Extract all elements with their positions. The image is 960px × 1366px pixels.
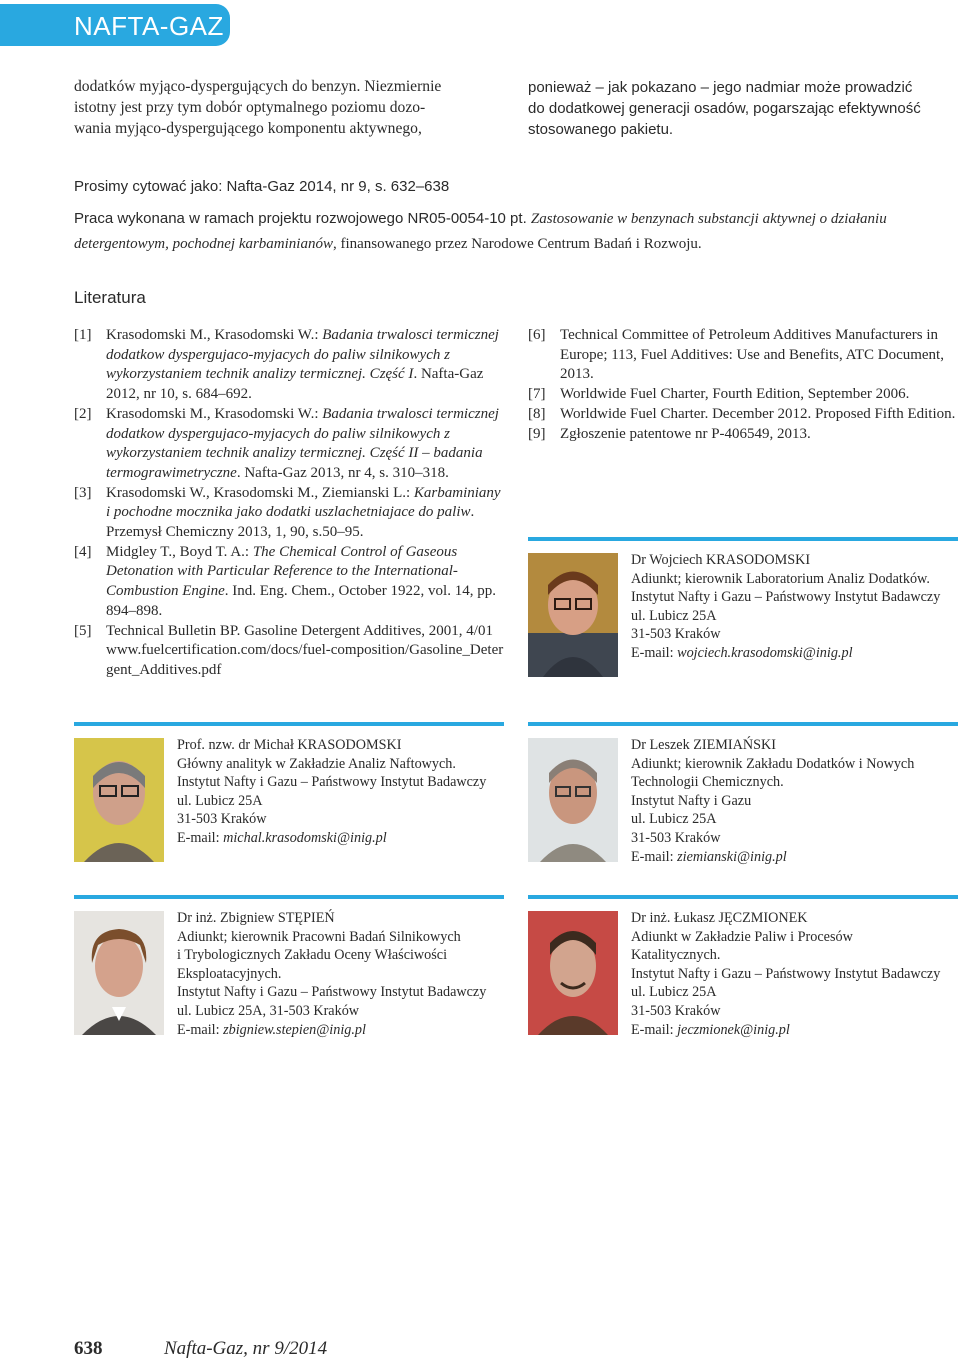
reference-text: Technical Committee of Petroleum Additives Manufacturers in Europe; 113, Fuel Additives: Use and Benefits, ATC Document, 2013. [560, 327, 944, 383]
bio-line: 31-503 Kraków [631, 1002, 721, 1019]
author-bio [631, 736, 914, 866]
bio-line: Dr Leszek ZIEMIAŃSKI [631, 737, 776, 753]
bio-email-line [631, 1021, 940, 1040]
bio-line: Eksploatacyjnych. [177, 965, 282, 982]
bio-line: Katalitycznych. [631, 947, 721, 964]
bio-line: Adiunkt; kierownik Pracowni Badań Silnikowych [177, 928, 461, 945]
email-link[interactable]: michal.krasodomski@inig.pl [223, 829, 387, 846]
author-card-leszek [528, 722, 958, 864]
reference-item [528, 425, 958, 445]
reference-item [74, 405, 504, 484]
bio-line: 31-503 Kraków [177, 811, 267, 828]
portrait-image [528, 738, 618, 862]
reference-authors: Krasodomski M., Krasodomski W. [106, 327, 315, 343]
reference-item [74, 622, 504, 681]
author-bio [631, 551, 940, 663]
bio-line: Instytut Nafty i Gazu – Państwowy Instytut Badawczy [631, 965, 941, 982]
bio-line: Adiunkt; kierownik Zakładu Dodatków i Nowych [631, 755, 915, 772]
reference-text: Zgłoszenie patentowe nr P-406549, 2013. [560, 425, 811, 442]
email-label: E-mail: [177, 829, 224, 846]
intro-left-line: istotny jest przy tym dobór optymalnego poziomu dozo- [74, 99, 426, 116]
reference-number: [8] [528, 405, 546, 422]
intro-right-line: do dodatkowej generacji osadów, pogarszając efektywność [528, 100, 921, 117]
portrait-image [74, 911, 164, 1035]
reference-number: [2] [74, 405, 92, 422]
reference-title: Badania trwalosci termicznej dodatkow dyspergujaco-myjacych do paliw silnikowych z wykorzystaniem technik analizy termicznej. Część I [106, 327, 499, 383]
references-right [528, 326, 958, 444]
author-bio [631, 909, 940, 1039]
email-link[interactable]: zbigniew.stepien@inig.pl [223, 1021, 366, 1038]
bio-line: Technologii Chemicznych. [631, 774, 784, 791]
intro-left-column [74, 76, 504, 139]
funding-prefix: Praca wykonana w ramach projektu rozwojowego NR05-0054-10 pt. [74, 210, 531, 227]
author-card-wojciech [528, 537, 958, 679]
reference-text: Worldwide Fuel Charter. December 2012. Proposed Fifth Edition. [560, 405, 956, 422]
bio-line: ul. Lubicz 25A [177, 792, 263, 809]
bio-line: ul. Lubicz 25A, 31-503 Kraków [177, 1002, 360, 1019]
divider [528, 537, 958, 541]
bio-line: Instytut Nafty i Gazu [631, 792, 752, 809]
reference-source: . Ind. Eng. Chem., October 1922, vol. 14, pp. 894–898. [106, 583, 496, 619]
reference-source: . Nafta-Gaz 2013, nr 4, s. 310–318. [236, 464, 449, 481]
bio-line: Dr inż. Łukasz JĘCZMIONEK [631, 910, 808, 926]
reference-separator: : [244, 543, 253, 560]
bio-email-line [631, 644, 940, 663]
portrait-image [528, 911, 618, 1035]
bio-line: ul. Lubicz 25A [631, 607, 717, 624]
bio-line: 31-503 Kraków [631, 829, 721, 846]
reference-text: Worldwide Fuel Charter, Fourth Edition, September 2006. [560, 386, 910, 403]
bio-line: Adiunkt w Zakładzie Paliw i Procesów [631, 928, 853, 945]
email-label: E-mail: [177, 1021, 224, 1038]
intro-left-line: wania myjąco-dyspergującego komponentu aktywnego, [74, 120, 422, 137]
reference-authors: Krasodomski W., Krasodomski M., Ziemianski L. [106, 484, 406, 501]
reference-item [74, 326, 504, 405]
reference-number: [9] [528, 425, 546, 442]
reference-separator: : [314, 327, 323, 343]
bio-line: Dr inż. Zbigniew STĘPIEŃ [177, 910, 335, 926]
reference-separator: : [406, 484, 414, 501]
funding-note [74, 206, 960, 257]
reference-item [528, 405, 958, 425]
intro-right-line: stosowanego pakietu. [528, 121, 674, 138]
divider [528, 722, 958, 726]
intro-right-line: ponieważ – jak pokazano – jego nadmiar może prowadzić [528, 79, 913, 96]
author-bio [177, 909, 486, 1039]
bio-line: Dr Wojciech KRASODOMSKI [631, 552, 811, 568]
author-card-zbigniew [74, 895, 504, 1045]
portrait-image [528, 553, 618, 677]
email-label: E-mail: [631, 848, 678, 865]
reference-source: . Przemysł Chemiczny 2013, 1, 90, s.50–95. [106, 504, 475, 541]
author-photo [528, 553, 618, 677]
reference-separator: : [314, 405, 323, 422]
reference-number: [1] [74, 327, 92, 343]
reference-authors: Krasodomski M., Krasodomski W. [106, 405, 315, 422]
email-link[interactable]: jeczmionek@inig.pl [677, 1021, 790, 1038]
email-link[interactable]: ziemianski@inig.pl [677, 848, 787, 865]
divider [74, 895, 504, 899]
reference-number: [3] [74, 484, 92, 501]
reference-number: [7] [528, 386, 546, 403]
reference-title: Badania trwalosci termicznej dodatkow dyspergujaco-myjacych do paliw silnikowych z wykorzystaniem technik analizy termicznej. Część II – badania termograwimetryczne [106, 405, 499, 481]
reference-item [74, 484, 504, 543]
journal-issue: Nafta-Gaz, nr 9/2014 [164, 1338, 328, 1359]
reference-number: [4] [74, 543, 92, 560]
bio-email-line [177, 829, 486, 848]
reference-title: Karbaminiany i pochodne mocznika jako dodatki uszlachetniajace do paliw [106, 484, 501, 521]
author-photo [74, 911, 164, 1035]
funding-project-title: Zastosowanie w benzynach substancji aktywnej o działaniu detergentowym, pochodnej karbaminianów [74, 211, 887, 252]
journal-header-tab [0, 4, 230, 46]
page-number: 638 [74, 1338, 103, 1359]
bio-line: Instytut Nafty i Gazu – Państwowy Instytut Badawczy [177, 774, 487, 791]
bio-line: Główny analityk w Zakładzie Analiz Naftowych. [177, 755, 456, 772]
bio-line: Instytut Nafty i Gazu – Państwowy Instytut Badawczy [631, 589, 941, 606]
author-photo [74, 738, 164, 862]
intro-right-column [528, 77, 958, 140]
reference-authors: Technical Bulletin BP. Gasoline Detergent Additives, 2001, 4/01 www.fuelcertification.com/docs/fuel-composition/Gasoline_Detergent_Additives.pdf [106, 622, 504, 678]
author-bio [177, 736, 486, 848]
bio-email-line [177, 1021, 486, 1040]
author-card-lukasz [528, 895, 958, 1045]
references-left [74, 326, 504, 681]
bio-line: i Trybologicznych Zakładu Oceny Właściwości [177, 947, 448, 964]
bio-email-line [631, 848, 914, 867]
bio-line: ul. Lubicz 25A [631, 984, 717, 1001]
divider [528, 895, 958, 899]
literature-heading: Literatura [74, 288, 146, 307]
citation-note: Prosimy cytować jako: Nafta-Gaz 2014, nr 9, s. 632–638 [74, 178, 450, 195]
journal-brand: NAFTA-GAZ [74, 11, 224, 41]
divider [74, 722, 504, 726]
bio-line: Prof. nzw. dr Michał KRASODOMSKI [177, 737, 402, 753]
bio-line: Adiunkt; kierownik Laboratorium Analiz Dodatków. [631, 570, 930, 587]
reference-item [528, 326, 958, 385]
reference-number: [6] [528, 327, 546, 343]
bio-line: ul. Lubicz 25A [631, 811, 717, 828]
bio-line: 31-503 Kraków [631, 626, 721, 643]
funding-suffix: , finansowanego przez Narodowe Centrum Badań i Rozwoju. [332, 236, 702, 252]
email-link[interactable]: wojciech.krasodomski@inig.pl [677, 644, 853, 661]
author-photo [528, 911, 618, 1035]
email-label: E-mail: [631, 1021, 678, 1038]
intro-left-line: dodatków myjąco-dyspergujących do benzyn. Niezmiernie [74, 78, 442, 95]
reference-item [74, 543, 504, 622]
bio-line: Instytut Nafty i Gazu – Państwowy Instytut Badawczy [177, 984, 487, 1001]
reference-item [528, 385, 958, 405]
reference-source: . Nafta-Gaz 2012, nr 10, s. 684–692. [106, 366, 484, 403]
reference-title: The Chemical Control of Gaseous Detonation with Particular Reference to the International-Combustion Engine [106, 543, 458, 600]
reference-number: [5] [74, 622, 92, 639]
author-photo [528, 738, 618, 862]
email-label: E-mail: [631, 644, 678, 661]
portrait-image [74, 738, 164, 862]
reference-authors: Midgley T., Boyd T. A. [106, 543, 245, 560]
author-card-michal [74, 722, 504, 864]
